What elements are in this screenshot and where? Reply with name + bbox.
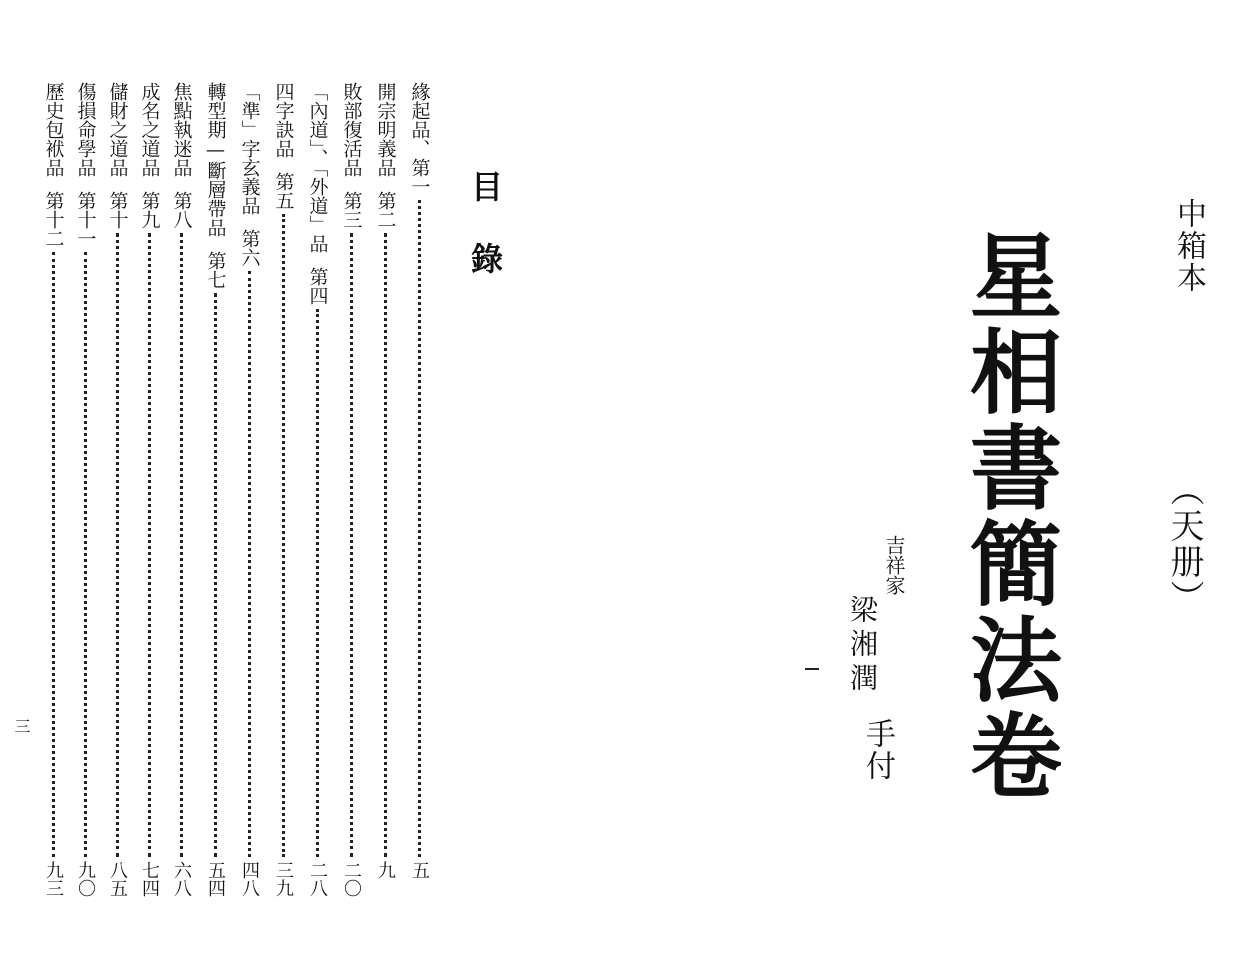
toc-entry-title: 儲財之道品 xyxy=(106,82,129,177)
toc-entry-title: 歷史包袱品 xyxy=(42,82,65,177)
toc-entry-page: 六八 xyxy=(171,861,192,897)
toc-entry-title: 轉型期—斷層帶品 xyxy=(204,82,227,237)
toc-entry[interactable] xyxy=(267,82,299,897)
toc-entry[interactable] xyxy=(369,82,401,897)
toc-entry[interactable] xyxy=(233,82,265,897)
book-title: 星相書簡法卷 xyxy=(955,228,1063,804)
toc-entry-chapter: 第四 xyxy=(306,267,329,305)
toc-entry-page: 八五 xyxy=(107,861,128,897)
toc-entry[interactable] xyxy=(133,82,165,897)
toc-leader-dots xyxy=(116,233,119,857)
toc-entry[interactable] xyxy=(37,82,69,897)
toc-leader-dots xyxy=(384,233,387,857)
toc-entry-title: 傷損命學品 xyxy=(74,82,97,177)
toc-entry-chapter: 第六 xyxy=(238,229,261,267)
toc-entry-page: 四八 xyxy=(239,861,260,897)
toc-leader-dots xyxy=(180,233,183,857)
signature-text: 手付 xyxy=(860,718,895,782)
toc-entry[interactable] xyxy=(301,82,333,897)
toc-entry-page: 九 xyxy=(375,861,396,879)
toc-entry-chapter: 第九 xyxy=(138,191,161,229)
series-label: 中箱本 xyxy=(1171,198,1206,294)
toc-leader-dots xyxy=(316,309,319,857)
toc-entry[interactable] xyxy=(335,82,367,897)
author-name: 梁湘潤 xyxy=(846,595,879,697)
toc-entry-chapter: 第十一 xyxy=(74,191,97,248)
author-prefix: 吉祥家 xyxy=(882,535,906,595)
toc-leader-dots xyxy=(214,293,217,857)
toc-entry-page: 九〇 xyxy=(75,861,96,897)
toc-entry-title: 「內道」、「外道」品 xyxy=(306,82,329,253)
toc-entry[interactable] xyxy=(403,82,435,897)
toc-entry-page: 七四 xyxy=(139,861,160,897)
toc-leader-dots xyxy=(52,252,55,857)
table-of-contents xyxy=(35,82,440,912)
volume-label: （天册） xyxy=(1164,472,1204,616)
toc-leader-dots xyxy=(248,271,251,857)
toc-entry-title: 成名之道品 xyxy=(138,82,161,177)
toc-entry-chapter: 第八 xyxy=(170,191,193,229)
page-number: 三 xyxy=(12,718,31,734)
toc-leader-dots xyxy=(282,214,285,857)
toc-entry-page: 九三 xyxy=(43,861,64,897)
toc-entry[interactable] xyxy=(69,82,101,897)
toc-entry-chapter: 第七 xyxy=(204,251,227,289)
toc-entry-title: 敗部復活品 xyxy=(340,82,363,177)
toc-entry-title: 開宗明義品 xyxy=(374,82,397,177)
toc-leader-dots xyxy=(148,233,151,857)
toc-entry-chapter: 第十二 xyxy=(42,191,65,248)
toc-entry-title: 四字訣品 xyxy=(272,82,295,158)
toc-leader-dots xyxy=(84,252,87,857)
toc-entry-chapter: 第二 xyxy=(374,191,397,229)
toc-entry[interactable] xyxy=(199,82,231,897)
toc-entry-page: 五四 xyxy=(205,861,226,897)
separator-mark xyxy=(805,668,819,670)
toc-entry-page: 二〇 xyxy=(341,861,362,897)
toc-entry-chapter: 第五 xyxy=(272,172,295,210)
toc-leader-dots xyxy=(418,200,421,857)
toc-entry[interactable] xyxy=(101,82,133,897)
toc-entry-page: 五 xyxy=(409,861,430,879)
toc-entry-chapter: 第十 xyxy=(106,191,129,229)
toc-entry-title: 「準」字玄義品 xyxy=(238,82,261,215)
toc-leader-dots xyxy=(350,233,353,857)
toc-entry-title: 緣起品、第一 xyxy=(408,82,431,196)
toc-entry-chapter: 第三 xyxy=(340,191,363,229)
toc-entry-page: 三九 xyxy=(273,861,294,897)
toc-entry-page: 二八 xyxy=(307,861,328,897)
toc-entry-title: 焦點執迷品 xyxy=(170,82,193,177)
toc-entry[interactable] xyxy=(165,82,197,897)
toc-heading: 目錄 xyxy=(466,170,504,314)
